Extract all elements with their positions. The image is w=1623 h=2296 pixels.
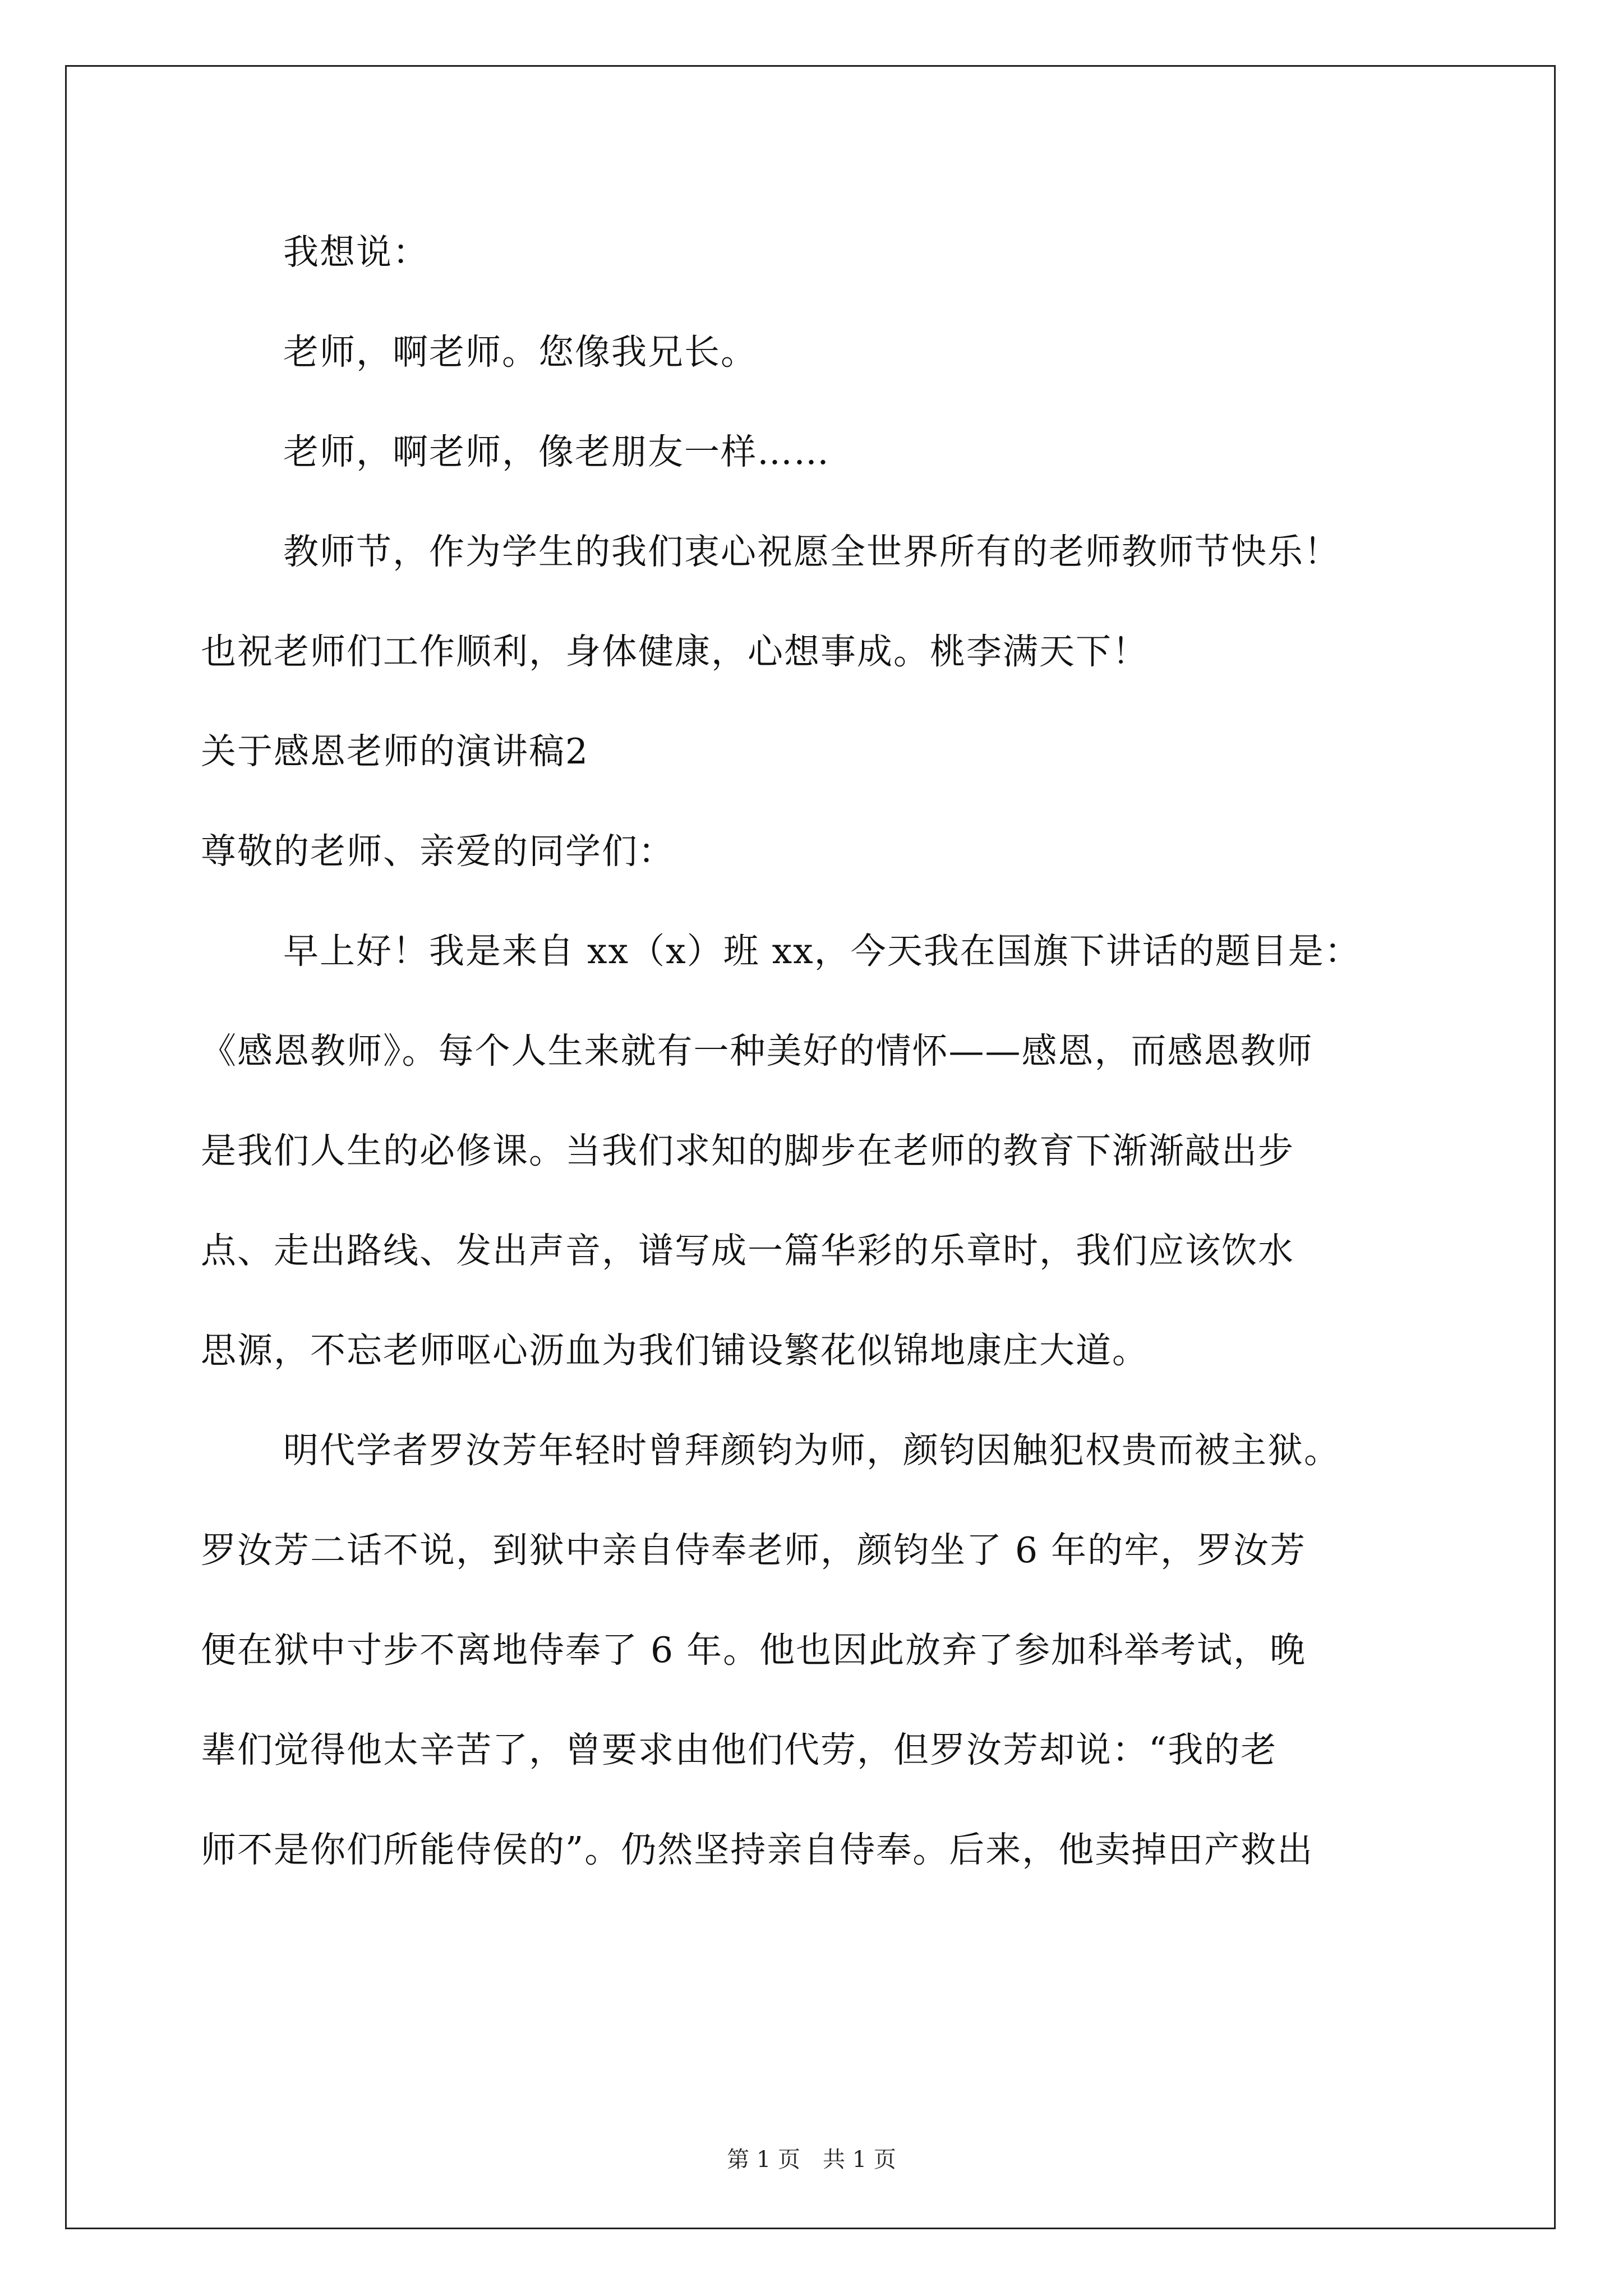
paragraph-line: 是我们人生的必修课。当我们求知的脚步在老师的教育下渐渐敲出步 bbox=[201, 1130, 1294, 1171]
paragraph-line: 点、走出路线、发出声音，谱写成一篇华彩的乐章时，我们应该饮水 bbox=[201, 1230, 1294, 1271]
paragraph-line: 师不是你们所能侍侯的”。仍然坚持亲自侍奉。后来，他卖掉田产救出 bbox=[201, 1829, 1314, 1870]
paragraph-line: 教师节，作为学生的我们衷心祝愿全世界所有的老师教师节快乐！ bbox=[283, 531, 1340, 572]
salutation: 尊敬的老师、亲爱的同学们： bbox=[201, 831, 675, 872]
paragraph-line: 我想说： bbox=[283, 232, 429, 273]
paragraph-line: 早上好！我是来自 xx（x）班 xx，今天我在国旗下讲话的题目是： bbox=[283, 931, 1361, 972]
section-heading: 关于感恩老师的演讲稿2 bbox=[201, 731, 589, 772]
paragraph-line: 罗汝芳二话不说，到狱中亲自侍奉老师，颜钧坐了 6 年的牢，罗汝芳 bbox=[201, 1530, 1307, 1571]
page-number-footer: 第 1 页 共 1 页 bbox=[727, 2147, 896, 2173]
paragraph-line: 便在狱中寸步不离地侍奉了 6 年。他也因此放弃了参加科举考试，晚 bbox=[201, 1630, 1307, 1671]
paragraph-line: 老师，啊老师，像老朋友一样…… bbox=[283, 431, 830, 472]
paragraph-line: 老师，啊老师。您像我兄长。 bbox=[283, 332, 757, 372]
paragraph-line: 明代学者罗汝芳年轻时曾拜颜钧为师，颜钧因触犯权贵而被主狱。 bbox=[283, 1430, 1340, 1471]
paragraph-line: 也祝老师们工作顺利，身体健康，心想事成。桃李满天下！ bbox=[201, 631, 1149, 672]
paragraph-line: 思源，不忘老师呕心沥血为我们铺设繁花似锦地康庄大道。 bbox=[201, 1330, 1149, 1371]
paragraph-line: 《感恩教师》。每个人生来就有一种美好的情怀——感恩，而感恩教师 bbox=[201, 1030, 1313, 1071]
paragraph-line: 辈们觉得他太辛苦了，曾要求由他们代劳，但罗汝芳却说：“我的老 bbox=[201, 1729, 1278, 1770]
